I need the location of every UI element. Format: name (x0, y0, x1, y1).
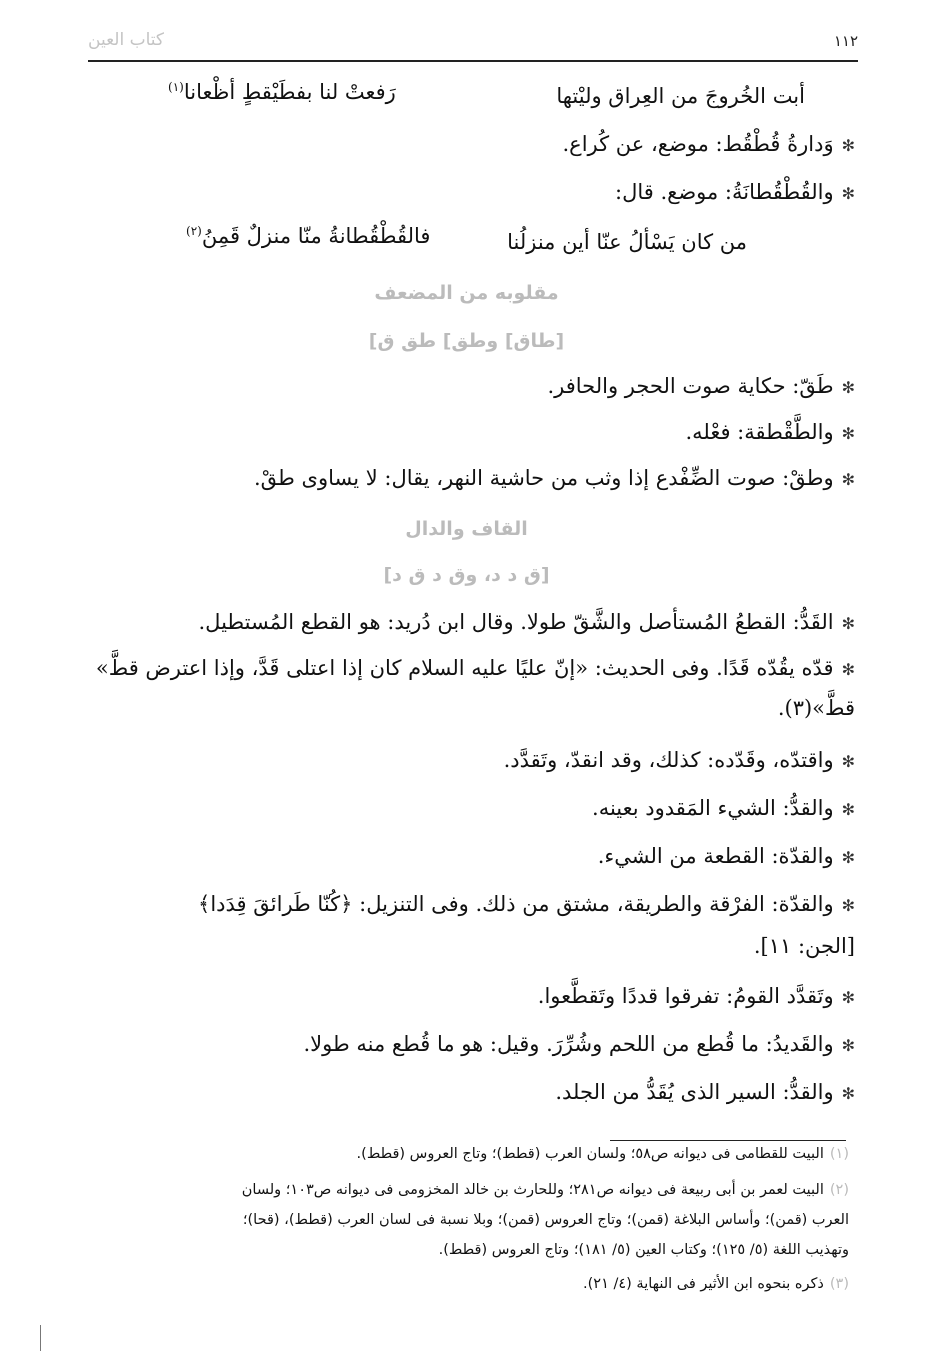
page-number: ١١٢ (833, 32, 858, 50)
verse-1-first-hemistich: أبت الخُروجَ من العِراق وليْتها (556, 84, 805, 108)
entry-taq: ✻وطقْ: صوت الضِّفْدع إذا وثب من حاشية النهر، يقال: لا يساوى طقْ. (253, 466, 855, 490)
verse-2-first-hemistich: من كان يَسْألُ عنّا أين منزلُنا (507, 230, 747, 254)
asterisk-icon: ✻ (841, 1084, 855, 1103)
asterisk-icon: ✻ (841, 848, 855, 867)
entry-al-qadd: ✻والقدُّ: الشيء المَقدود بعينه. (592, 796, 855, 820)
asterisk-icon: ✻ (841, 800, 855, 819)
section-heading-2: القاف والدال (405, 518, 528, 540)
footnote-ref-2: (٢) (186, 224, 202, 238)
page-header (88, 30, 858, 64)
asterisk-icon: ✻ (841, 136, 855, 155)
entry-qaddahu-continued: قطَّ»(٣). (777, 696, 855, 720)
footnote-separator (610, 1140, 846, 1141)
margin-mark (40, 1325, 41, 1351)
entry-dart-qutqut: ✻وَدارةُ قُطْقُط: موضع، عن كُراع. (562, 132, 855, 156)
asterisk-icon: ✻ (841, 424, 855, 443)
entry-iqtaddahu: ✻واقتدّه، وقَدّده: كذلك، وقد انقدّ، وتَقدَّد. (503, 748, 855, 772)
section-subheading-2: [ق د د، وق د ق د] (383, 564, 550, 586)
verse-1-second-hemistich: رَفعتْ لنا بفطَيْقطٍ أظْعانا$^{(١)}$ (168, 80, 396, 104)
footnote-2-line-2: العرب (قمن)؛ وأساس البلاغة (قمن)؛ وتاج العروس (قمن)؛ وبلا نسبة فى لسان العرب (قطط)، (قحا)؛ (242, 1212, 849, 1228)
entry-taqtaqa: ✻والطَّقْطقة: فعْله. (685, 420, 855, 444)
footnote-3: (٣)ذكره بنحوه ابن الأثير فى النهاية (٤/ ٢١). (583, 1276, 849, 1292)
asterisk-icon: ✻ (841, 752, 855, 771)
entry-al-qidda: ✻والقدّة: القطعة من الشيء. (597, 844, 855, 868)
running-title: كتاب العين (88, 30, 164, 50)
verse-2-second-hemistich: فالقُطْقُطانةُ منّا منزلٌ قَمِنُ$^{(٢)}$ (186, 224, 431, 248)
asterisk-icon: ✻ (841, 470, 855, 489)
entry-al-qadid: ✻والقَديدُ: ما قُطع من اللحم وشُرِّرَ. وقيل: هو ما قُطع منه طولا. (303, 1032, 855, 1056)
asterisk-icon: ✻ (841, 378, 855, 397)
entry-al-qadd-sair: ✻والقدُّ: السير الذى يُقَدُّ من الجلد. (555, 1080, 855, 1104)
section-subheading-1: [طاق] وطق] طق ق] (368, 330, 565, 352)
entry-qaddahu: ✻قدّه يقُدّه قَدًا. وفى الحديث: «إنّ عليًا عليه السلام كان إذا اعتلى قَدَّ، وإذا اعترض قطَّ» (95, 656, 855, 680)
entry-al-qidda-firqa: ✻والقدّة: الفرْقة والطريقة، مشتق من ذلك. وفى التنزيل: ﴿كُنّا طَرائقَ قِدَدا﴾ (198, 892, 855, 916)
entry-taqq: ✻طَقّ: حكاية صوت الحجر والحافر. (547, 374, 855, 398)
asterisk-icon: ✻ (841, 184, 855, 203)
asterisk-icon: ✻ (841, 1036, 855, 1055)
entry-taqaddad: ✻وتَقدَّد القومُ: تفرقوا قددًا وتَقطَّعوا. (537, 984, 855, 1008)
footnote-1: (١)البيت للقطامى فى ديوانه ص٥٨؛ ولسان العرب (قطط)؛ وتاج العروس (قطط). (356, 1146, 849, 1162)
entry-qutqutana: ✻والقُطْقُطانَةُ: موضع. قال: (615, 180, 855, 204)
asterisk-icon: ✻ (841, 614, 855, 633)
footnote-2-line-3: وتهذيب اللغة (٥/ ١٢٥)؛ وكتاب العين (٥/ ١٨١)؛ وتاج العروس (قطط). (438, 1242, 849, 1258)
header-rule (88, 60, 858, 62)
asterisk-icon: ✻ (841, 660, 855, 679)
entry-al-qidda-citation: [الجن: ١١]. (753, 934, 855, 958)
entry-qadd: ✻القَدُّ: القطعُ المُستأصل والشَّقّ طولا. وقال ابن دُريد: هو القطع المُستطيل. (198, 610, 855, 634)
footnote-ref-1: (١) (168, 80, 184, 94)
asterisk-icon: ✻ (841, 896, 855, 915)
footnote-2: (٢)البيت لعمر بن أبى ربيعة فى ديوانه ص٢٨١؛ وللحارث بن خالد المخزومى فى ديوانه ص١٠٣؛ ولسان (241, 1182, 849, 1198)
asterisk-icon: ✻ (841, 988, 855, 1007)
section-heading-1: مقلوبه من المضعف (374, 282, 559, 304)
